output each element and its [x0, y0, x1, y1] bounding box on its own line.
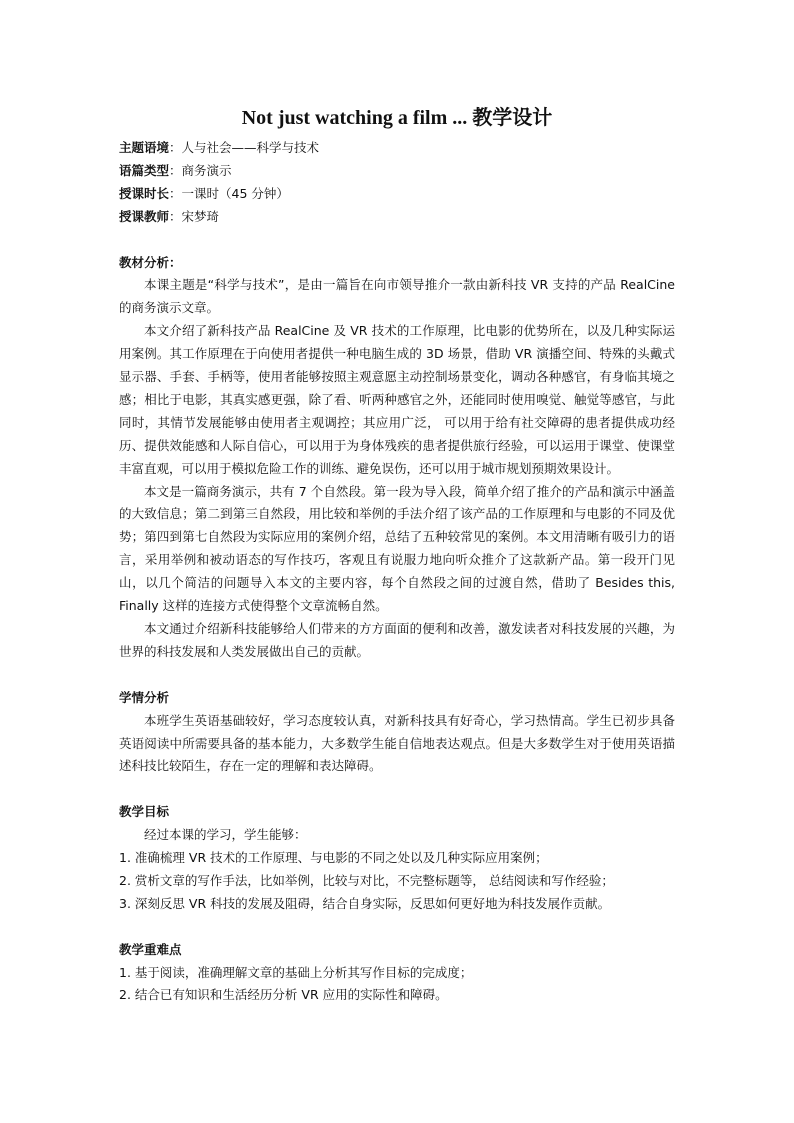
list-item — [119, 893, 675, 916]
list-item — [119, 847, 675, 870]
document-body — [119, 137, 675, 1007]
objectives-intro: 经过本课的学习，学生能够： — [144, 827, 307, 843]
meta-separator: ： — [169, 140, 182, 155]
lesson-meta — [119, 137, 675, 229]
meta-separator: ： — [169, 185, 182, 201]
section-textbook-analysis — [119, 252, 675, 664]
list-text: 结合已有知识和生活经历分析 VR 应用的实际性和障碍。 — [134, 987, 448, 1003]
meta-value: 商务演示 — [181, 162, 232, 178]
meta-value: 人与社会——科学与技术 — [181, 140, 320, 155]
section-teaching-objectives — [119, 801, 675, 916]
list-number: 2. — [119, 872, 131, 888]
meta-row-context — [119, 137, 675, 160]
section-student-analysis — [119, 687, 675, 779]
meta-separator: ： — [169, 162, 182, 178]
meta-row-teacher — [119, 206, 675, 229]
meta-row-genre — [119, 160, 675, 183]
paragraph: 本文是一篇商务演示，共有 7 个自然段。第一段为导入段，简单介绍了推介的产品和演示中涵盖的大致信息；第二到第三自然段，用比较和举例的手法介绍了该产品的工作原理和与电影的不同及优势；第四到第七自然段为实际应用的案例介绍，总结了五种较常见的案例。本文用清晰有吸引力的语言，采用举例和被动语态的写作技巧，客观且有说服力地向听众推介了这款新产品。第一段开门见山，以几个简洁的问题导入本文的主要内容，每个自然段之间的过渡自然，借助了 Besides this, Finally 这样的连接方式使得整个文章流畅自然。 — [119, 483, 675, 614]
list-number: 3. — [119, 895, 131, 911]
meta-row-duration — [119, 183, 675, 206]
paragraph: 本课主题是“科学与技术”，是由一篇旨在向市领导推介一款由新科技 VR 支持的产品 RealCine 的商务演示文章。 — [119, 277, 675, 316]
list-number: 1. — [119, 850, 131, 866]
list-text: 基于阅读，准确理解文章的基础上分析其写作目标的完成度； — [134, 964, 473, 980]
list-text: 准确梳理 VR 技术的工作原理、与电影的不同之处以及几种实际应用案例； — [134, 850, 548, 866]
document-title: Not just watching a film ... 教学设计 — [241, 107, 553, 129]
meta-value: 一课时（45 分钟） — [181, 185, 289, 201]
section-heading: 教学目标 — [119, 804, 170, 820]
list-number: 1. — [119, 964, 131, 980]
paragraph: 本文通过介绍新科技能够给人们带来的方方面面的便利和改善，激发读者对科技发展的兴趣，为世界的科技发展和人类发展做出自己的贡献。 — [119, 621, 675, 659]
paragraph: 本文介绍了新科技产品 RealCine 及 VR 技术的工作原理，比电影的优势所在，以及几种实际运用案例。其工作原理在于向使用者提供一种电脑生成的 3D 场景，借助 VR 演播空间、特殊的头戴式显示器、手套、手柄等，使用者能够按照主观意愿主动控制场景变化，调动各种感官，有身临其境之感；相比于电影，其真实感更强，除了看、听两种感官之外，还能同时使用嗅觉、触觉等感官，与此同时，其情节发展能够由使用者主观调控；其应用广泛， 可以用于给有社交障碍的患者提供成功经历、提供效能感和人际自信心，可以用于为身体残疾的患者提供旅行经验，可以运用于课堂、使课堂丰富直观，可以用于模拟危险工作的训练、避免误伤，还可以用于城市规划预期效果设计。 — [119, 323, 675, 476]
list-item — [119, 984, 675, 1007]
section-key-points — [119, 939, 675, 1008]
paragraph: 本班学生英语基础较好，学习态度较认真，对新科技具有好奇心，学习热情高。学生已初步具备英语阅读中所需要具备的基本能力，大多数学生能自信地表达观点。但是大多数学生对于使用英语描述科技比较陌生，存在一定的理解和表达障碍。 — [119, 712, 675, 774]
list-text: 赏析文章的写作手法，比如举例，比较与对比，不完整标题等， 总结阅读和写作经验； — [134, 872, 614, 888]
list-item — [119, 870, 675, 893]
section-heading: 教学重难点 — [119, 941, 182, 957]
meta-label: 主题语境 — [119, 140, 170, 155]
list-text: 深刻反思 VR 科技的发展及阻碍，结合自身实际，反思如何更好地为科技发展作贡献。 — [134, 895, 611, 911]
meta-label: 语篇类型 — [119, 162, 170, 178]
list-item — [119, 962, 675, 985]
meta-value: 宋梦琦 — [181, 208, 220, 224]
section-heading: 学情分析 — [119, 689, 170, 705]
list-number: 2. — [119, 987, 131, 1003]
meta-separator: ： — [169, 208, 182, 224]
meta-label: 授课时长 — [119, 185, 170, 201]
meta-label: 授课教师 — [119, 208, 170, 224]
section-heading: 教材分析： — [119, 254, 182, 270]
